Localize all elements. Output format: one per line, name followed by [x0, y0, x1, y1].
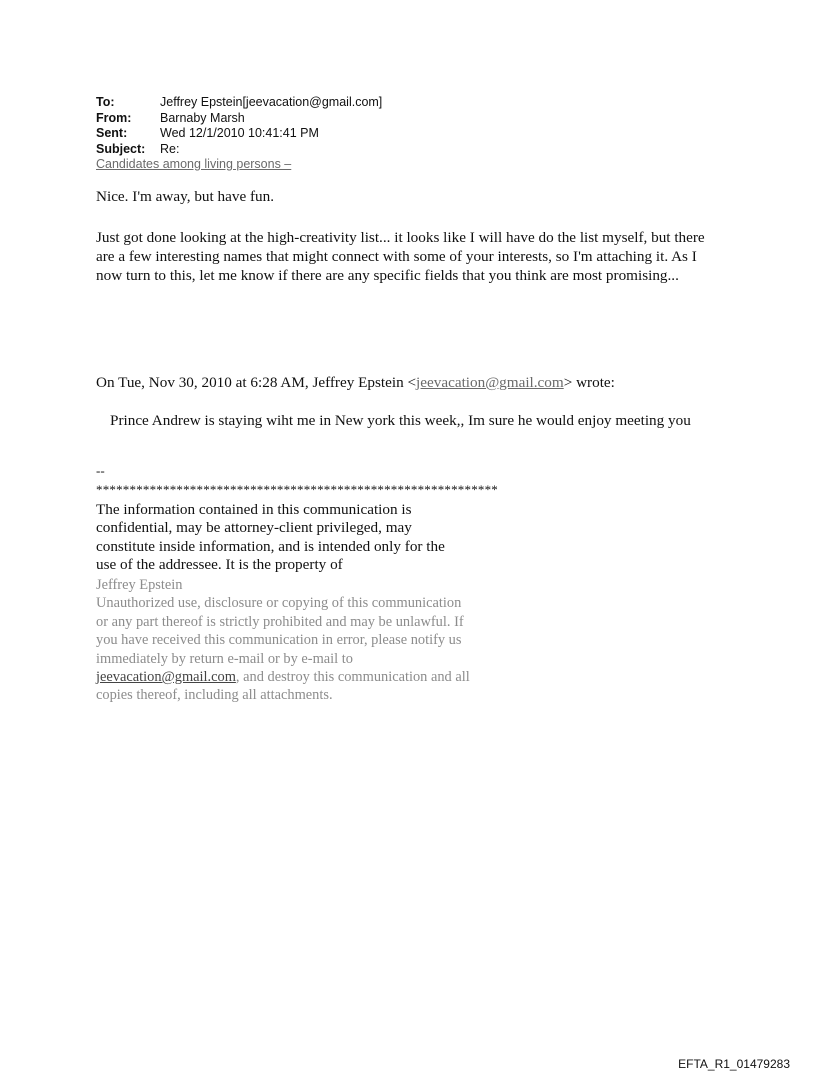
- from-label: From:: [96, 110, 132, 125]
- reply-email-link[interactable]: jeevacation@gmail.com: [416, 374, 564, 391]
- from-value: Barnaby Marsh: [160, 110, 245, 125]
- sent-value: Wed 12/1/2010 10:41:41 PM: [160, 126, 319, 140]
- signature-separator: --: [96, 463, 105, 478]
- reply-intro: [96, 373, 726, 392]
- disclaimer-email-link[interactable]: jeevacation@gmail.com: [96, 669, 236, 686]
- subject-link[interactable]: Candidates among living persons –: [96, 157, 292, 171]
- email-header: [96, 95, 382, 173]
- reply-intro-suffix: > wrote:: [563, 374, 615, 391]
- quoted-message: Prince Andrew is staying wiht me in New york this week,, Im sure he would enjoy meeting you: [110, 412, 691, 429]
- subject-link-row: [96, 157, 382, 173]
- sent-row: [96, 126, 382, 142]
- subject-row: [96, 142, 382, 158]
- sent-label: Sent:: [96, 126, 128, 140]
- subject-value: Re:: [160, 141, 180, 156]
- disclaimer-notice: [96, 576, 476, 705]
- disclaimer-text-2: , and destroy this communication and all copies thereof, including all attachments.: [96, 669, 470, 704]
- asterisk-divider: ************************************************************: [96, 482, 498, 497]
- to-value: Jeffrey Epstein[jeevacation@gmail.com]: [160, 95, 383, 109]
- disclaimer-confidential: The information contained in this communication is confidential, may be attorney-client privileged, may constitute inside information, and is intended only for the use of the addressee. It is the property of: [96, 501, 445, 574]
- disclaimer-text-1: Unauthorized use, disclosure or copying of this communication or any part thereof is strictly prohibited and may be unlawful. If you have received this communication in error, please notify us immediately by return e-mail or by e-mail to: [96, 595, 464, 667]
- body-paragraph-2: Just got done looking at the high-creativity list... it looks like I will have do the list myself, but there are a few interesting names that might connect with some of your interests, so I'm attaching it. As I now turn to this, let me know if there are any specific fields that you think are most promising...: [96, 229, 705, 284]
- subject-label: Subject:: [96, 141, 146, 156]
- reply-intro-prefix: On Tue, Nov 30, 2010 at 6:28 AM, Jeffrey Epstein <: [96, 374, 417, 391]
- to-row: [96, 95, 382, 111]
- from-row: [96, 111, 382, 127]
- document-id: EFTA_R1_01479283: [678, 1057, 790, 1071]
- disclaimer-owner-name: Jeffrey Epstein: [96, 577, 183, 593]
- to-label: To:: [96, 95, 115, 109]
- body-paragraph-1: Nice. I'm away, but have fun.: [96, 188, 275, 205]
